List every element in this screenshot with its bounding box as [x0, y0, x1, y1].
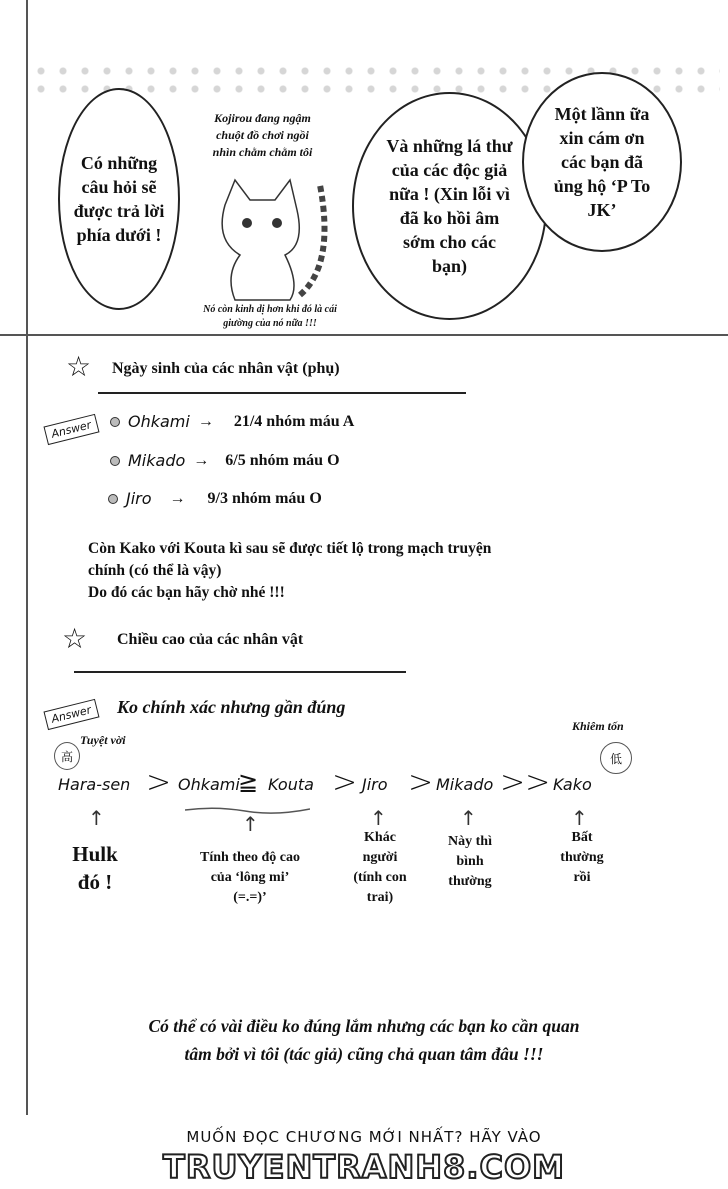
- greater-equal-symbol: ≧: [238, 768, 259, 796]
- label-hara: [60, 840, 130, 896]
- birthday-note: [88, 538, 491, 604]
- greater-than-symbol: >: [146, 765, 172, 800]
- much-greater-symbol: >>: [500, 765, 551, 800]
- answer-tag: Answer: [43, 414, 99, 445]
- closing-note: [0, 1012, 728, 1068]
- note-line: Còn Kako với Kouta kì sau sẽ được tiết lộ trong mạch truyện: [88, 540, 492, 557]
- label-line: (tính con: [353, 870, 407, 885]
- chain-ohkami: Ohkami: [178, 775, 240, 794]
- label-line: Này thì: [448, 834, 492, 849]
- up-arrow-icon: ↑: [242, 812, 259, 836]
- section-title-heights: Chiều cao của các nhân vật: [117, 631, 304, 648]
- birthday-value: 21/4 nhóm máu A: [233, 412, 355, 430]
- birthday-item: [110, 451, 340, 470]
- chain-kouta: Kouta: [268, 775, 314, 794]
- bullet-icon: [108, 494, 118, 504]
- label-jiro: [340, 828, 420, 908]
- up-arrow-icon: ↑: [88, 806, 105, 830]
- birthday-value: 9/3 nhóm máu O: [207, 489, 322, 507]
- label-line: trai): [366, 890, 394, 905]
- cat-illustration: [205, 175, 355, 305]
- label-line: bình: [456, 854, 484, 869]
- up-arrow-icon: ↑: [571, 806, 588, 830]
- note-line: chính (có thể là vậy): [88, 562, 222, 579]
- label-line: Tính theo độ cao: [200, 850, 300, 865]
- heights-subtitle: Ko chính xác nhưng gần đúng: [117, 697, 346, 717]
- label-line: (=.=)’: [233, 890, 267, 905]
- bubble-text: Có những câu hỏi sẽ được trả lời phía dưới !: [73, 153, 165, 245]
- bubble-text: Và những lá thư của các độc giả nữa ! (Xin lỗi vì đã ko hồi âm sớm cho các bạn): [386, 136, 513, 276]
- label-line: Khác: [364, 830, 396, 845]
- closing-line: tâm bởi vì tôi (tác giả) cũng chả quan tâm đâu !!!: [184, 1044, 544, 1064]
- label-ohkami-kouta: [180, 848, 320, 908]
- note-line: Do đó các bạn hãy chờ nhé !!!: [88, 584, 285, 601]
- birthday-item: [108, 489, 322, 508]
- cat-caption-bottom: Nó còn kinh dị hơn khi đó là cái giường của nó nữa !!!: [203, 304, 337, 329]
- speech-bubble-right: [522, 72, 682, 252]
- cat-caption-top: Kojirou đang ngậm chuột đồ chơi ngồi nhìn chằm chằm tôi: [212, 111, 313, 159]
- label-line: Hulk: [72, 842, 118, 866]
- section-underline: [98, 392, 466, 394]
- greater-than-symbol: >: [332, 765, 358, 800]
- footer-site-watermark: TRUYENTRANH8.COM: [162, 1148, 565, 1186]
- label-kako: [542, 828, 622, 888]
- short-stamp: 低: [600, 742, 632, 774]
- star-icon: ☆: [62, 624, 88, 655]
- section-underline: [74, 671, 406, 673]
- bullet-icon: [110, 456, 120, 466]
- up-arrow-icon: ↑: [460, 806, 477, 830]
- birthday-item: [110, 412, 354, 431]
- arrow-icon: →: [169, 489, 186, 507]
- speech-bubble-middle: [352, 92, 547, 320]
- panel-border-horizontal: [0, 334, 728, 336]
- label-line: thường: [448, 874, 492, 889]
- tall-stamp: 高: [54, 742, 80, 770]
- up-arrow-icon: ↑: [370, 806, 387, 830]
- label-line: rồi: [573, 870, 591, 885]
- right-note: Khiêm tốn: [572, 719, 624, 733]
- character-name: Jiro: [126, 489, 152, 508]
- label-mikado: [430, 832, 510, 892]
- star-icon: ☆: [66, 352, 92, 383]
- label-line: thường: [560, 850, 604, 865]
- speech-bubble-left: [58, 88, 180, 310]
- chain-jiro: Jiro: [362, 775, 388, 794]
- section-title-birthdays: Ngày sinh của các nhân vật (phụ): [112, 360, 340, 377]
- answer-tag: Answer: [43, 699, 99, 730]
- panel-border-vertical: [26, 0, 28, 1115]
- arrow-icon: →: [193, 451, 210, 469]
- label-line: của ‘lông mi’: [210, 870, 290, 885]
- closing-line: Có thể có vài điều ko đúng lắm nhưng các bạn ko cần quan: [148, 1016, 580, 1036]
- character-name: Mikado: [128, 451, 186, 470]
- bullet-icon: [110, 417, 120, 427]
- birthday-value: 6/5 nhóm máu O: [225, 451, 340, 469]
- chain-kako: Kako: [553, 775, 592, 794]
- character-name: Ohkami: [128, 412, 190, 431]
- greater-than-symbol: >: [408, 765, 434, 800]
- chain-mikado: Mikado: [436, 775, 494, 794]
- label-line: Bất: [571, 830, 593, 845]
- bubble-text: Một lầnn ữa xin cám ơn các bạn đã ủng hộ ‘P To JK’: [553, 104, 651, 220]
- left-note: Tuyệt vời: [80, 733, 126, 747]
- footer-promo-text: MUỐN ĐỌC CHƯƠNG MỚI NHẤT? HÃY VÀO: [186, 1128, 542, 1146]
- label-line: người: [362, 850, 398, 865]
- chain-hara-sen: Hara-sen: [58, 775, 131, 794]
- arrow-icon: →: [197, 412, 214, 430]
- label-line: đó !: [77, 870, 113, 894]
